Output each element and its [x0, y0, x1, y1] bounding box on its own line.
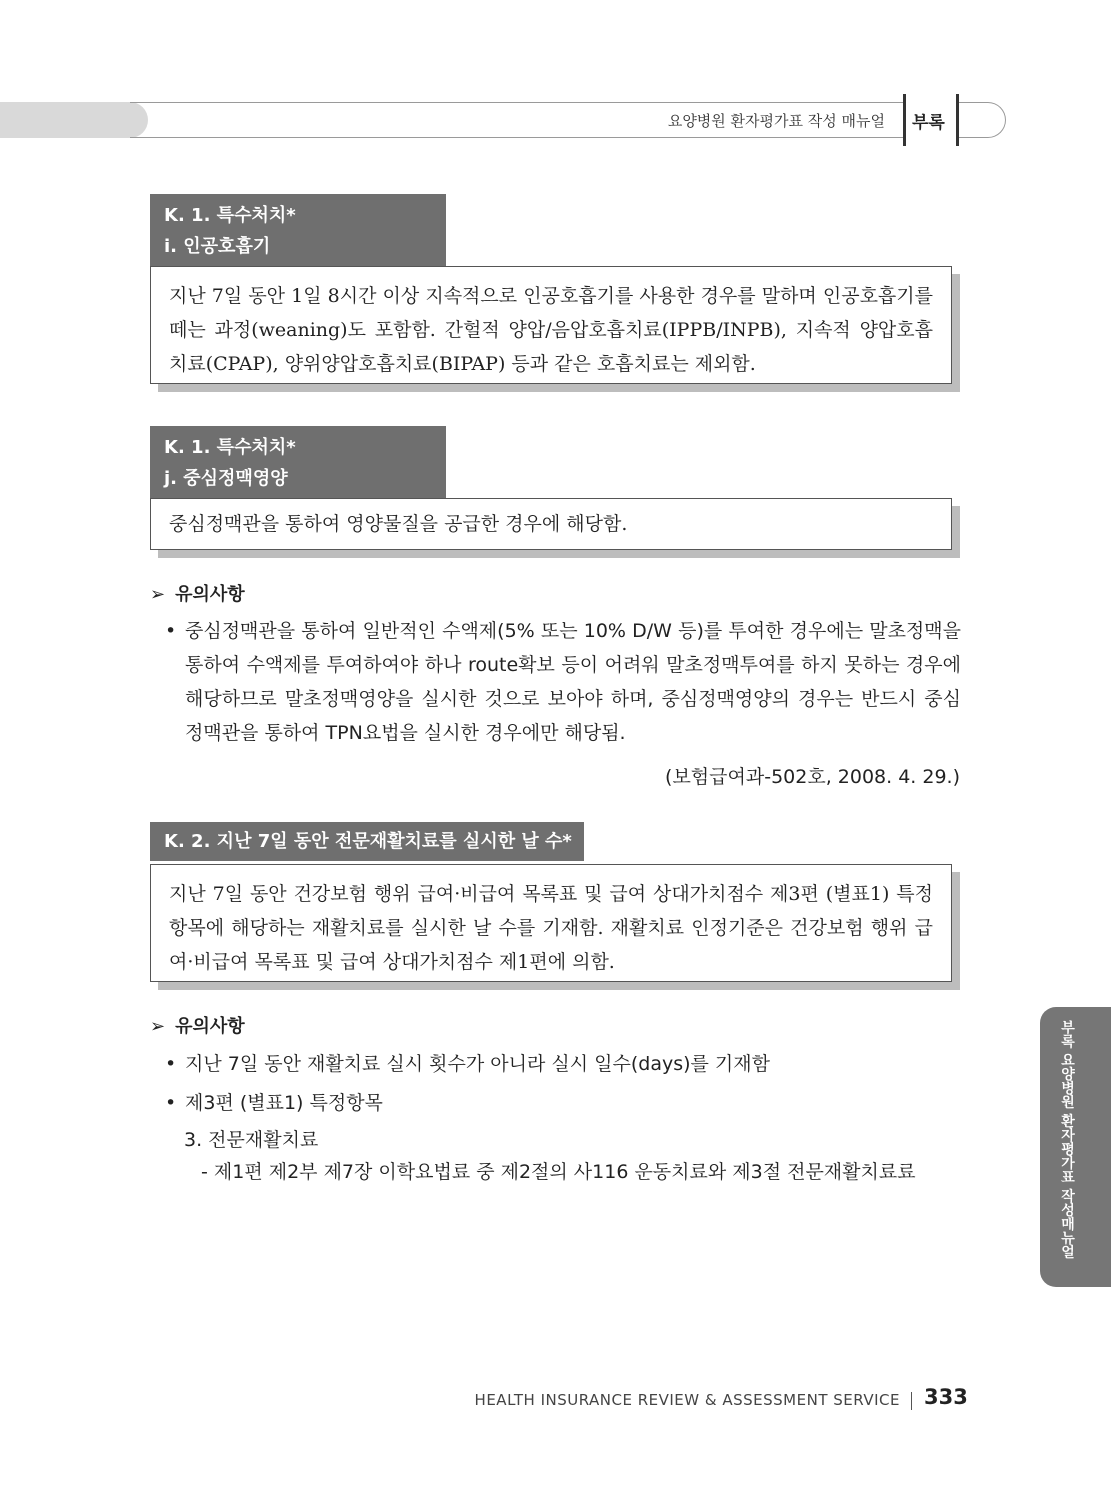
- notes-heading-label: 유의사항: [175, 1016, 245, 1037]
- header-divider: [903, 94, 906, 146]
- bullet-icon: •: [165, 620, 177, 642]
- running-header-title: 요양병원 환자평가표 작성 매뉴얼: [667, 112, 885, 130]
- list-item-text: 지난 7일 동안 재활치료 실시 횟수가 아니라 실시 일수(days)를 기재함: [185, 1053, 770, 1075]
- bullet-icon: •: [165, 1092, 177, 1114]
- heading-line: K. 1. 특수처치*: [164, 437, 296, 458]
- arrow-icon: ➢: [150, 1016, 166, 1037]
- notes-heading: [150, 580, 245, 606]
- sub-list-dash-item: - 제1편 제2부 제7장 이학요법료 중 제2절의 사116 운동치료와 제3절 전문재활치료료: [201, 1161, 916, 1183]
- header-rule-bottom: [130, 137, 905, 138]
- page-number: 333: [924, 1385, 968, 1409]
- definition-box-rehab: 지난 7일 동안 건강보험 행위 급여·비급여 목록표 및 급여 상대가치점수 제3편 (별표1) 특정항목에 해당하는 재활치료를 실시한 날 수를 기재함. 재활치료 인정기준은 건강보험 행위 급여·비급여 목록표 및 급여 상대가치점수 제1편에 의함.: [150, 864, 952, 982]
- section-heading-tpn: [150, 426, 446, 500]
- header-rule-top: [130, 102, 905, 103]
- heading-line: K. 1. 특수처치*: [164, 205, 296, 226]
- footer-organization: HEALTH INSURANCE REVIEW & ASSESSMENT SERVICE: [474, 1391, 900, 1409]
- definition-box-ventilator: 지난 7일 동안 1일 8시간 이상 지속적으로 인공호흡기를 사용한 경우를 말하며 인공호흡기를 떼는 과정(weaning)도 포함함. 간헐적 양압/음압호흡치료(IPPB/INPB), 지속적 양압호흡치료(CPAP), 양위양압호흡치료(BIPAP) 등과 같은 호흡치료는 제외함.: [150, 266, 952, 384]
- section-heading-ventilator: [150, 194, 446, 268]
- bullet-icon: •: [165, 1053, 177, 1075]
- reference-citation: (보험급여과-502호, 2008. 4. 29.): [665, 766, 960, 788]
- notes-heading: [150, 1012, 245, 1038]
- heading-line: j. 중심정맥영양: [164, 468, 288, 489]
- header-end-cap: [959, 102, 1006, 138]
- header-decoration: [0, 102, 148, 138]
- definition-box-tpn: 중심정맥관을 통하여 영양물질을 공급한 경우에 해당함.: [150, 498, 952, 550]
- section-heading-rehab: [150, 822, 584, 861]
- footer-divider: [911, 1392, 912, 1410]
- heading-line: i. 인공호흡기: [164, 236, 271, 257]
- list-item-text: 제3편 (별표1) 특정항목: [185, 1092, 383, 1114]
- heading-line: K. 2. 지난 7일 동안 전문재활치료를 실시한 날 수*: [164, 831, 572, 852]
- notes-heading-label: 유의사항: [175, 584, 245, 605]
- list-item: [165, 1086, 961, 1120]
- sub-list-item: 3. 전문재활치료: [184, 1129, 319, 1151]
- arrow-icon: ➢: [150, 584, 166, 605]
- list-item-text: 중심정맥관을 통하여 일반적인 수액제(5% 또는 10% D/W 등)를 투여한 경우에는 말초정맥을 통하여 수액제를 투여하여야 하나 route확보 등이 어려워 말초정맥투여를 하지 못하는 경우에 해당하므로 말초정맥영양을 실시한 것으로 보아야 하며, 중심정맥영양의 경우는 반드시 중심정맥관을 통하여 TPN요법을 실시한 경우에만 해당됨.: [185, 620, 961, 744]
- list-item: [165, 1047, 961, 1081]
- side-chapter-label: 부록 요양병원 환자평가표 작성매뉴얼: [1059, 1020, 1075, 1259]
- list-item: [165, 614, 961, 750]
- running-header-section: 부록: [912, 113, 945, 133]
